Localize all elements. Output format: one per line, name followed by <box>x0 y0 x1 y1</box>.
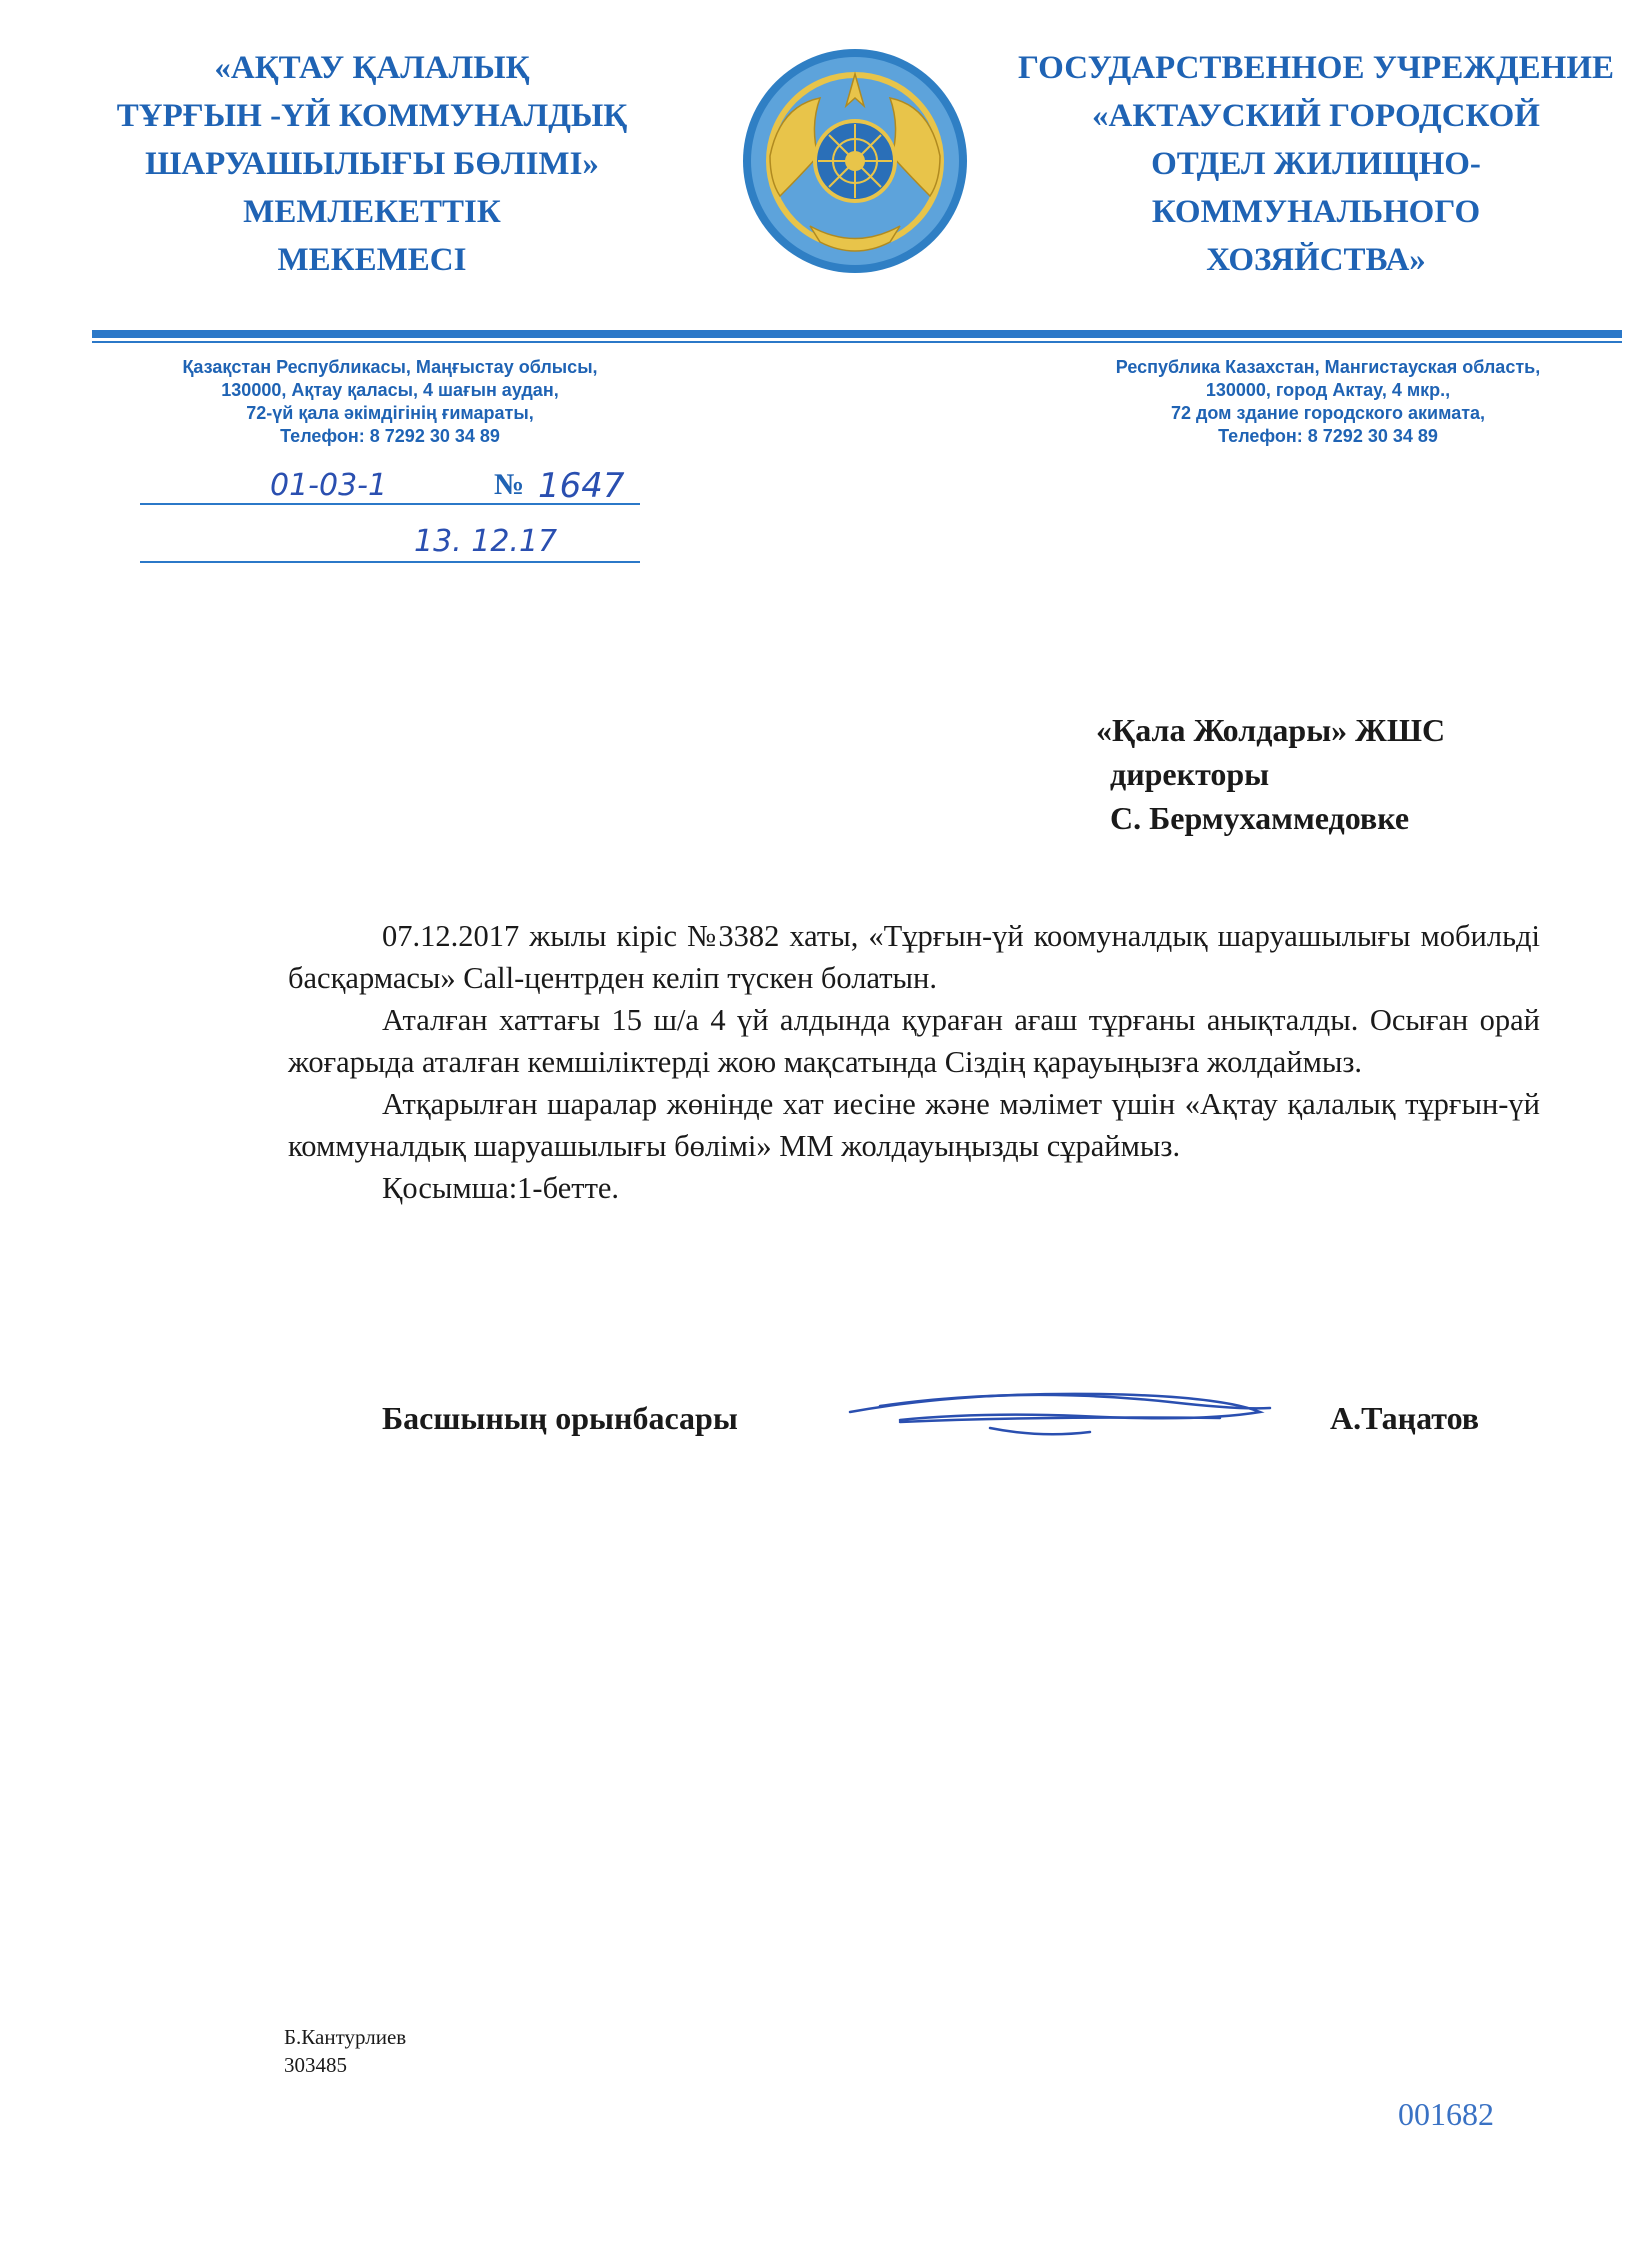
executor-block <box>284 2023 406 2079</box>
addressee-block <box>1096 708 1445 840</box>
address-ru-line: Республика Казахстан, Мангистауская область, <box>1115 357 1541 377</box>
header-ru-line: ХОЗЯЙСТВА» <box>1206 242 1426 278</box>
body-paragraph: Қосымша:1-бетте. <box>382 1171 620 1205</box>
header-kz-line: МЕМЛЕКЕТТІК <box>243 194 501 230</box>
addressee-line: С. Бермухаммедовке <box>1110 800 1410 836</box>
header-ru <box>1006 44 1626 284</box>
header-divider-thin <box>92 341 1622 343</box>
letter-body <box>288 915 1540 1209</box>
kazakhstan-emblem-icon <box>740 46 970 276</box>
registration-date-line <box>140 561 640 563</box>
address-kz-line: 72-үй қала әкімдігінің ғимараты, <box>246 403 534 423</box>
address-ru-line: 130000, город Актау, 4 мкр., <box>1205 380 1451 400</box>
addressee-line: директоры <box>1110 756 1270 792</box>
address-kz-line: Телефон: 8 7292 30 34 89 <box>280 426 500 446</box>
handwritten-signature <box>840 1372 1280 1452</box>
registration-date: 13. 12.17 <box>414 524 558 559</box>
executor-phone: 303485 <box>284 2053 347 2077</box>
body-paragraph: Атқарылған шаралар жөнінде хат иесіне және мәлімет үшін «Ақтау қалалық тұрғын-үй коммуналдық шаруашылығы бөлімі» ММ жолдауыңызды сұраймыз. <box>288 1087 1540 1163</box>
serial-number: 001682 <box>1398 2096 1494 2132</box>
address-kz-line: Қазақстан Республикасы, Маңғыстау облысы, <box>182 357 598 377</box>
registration-index: 01-03-1 <box>270 468 388 503</box>
header-ru-line: «АКТАУСКИЙ ГОРОДСКОЙ <box>1092 98 1540 134</box>
body-paragraph: 07.12.2017 жылы кіріс №3382 хаты, «Тұрғын-үй коомуналдық шаруашылығы мобильді басқармасы» Call-центрден келіп түскен болатын. <box>288 919 1540 995</box>
body-paragraph: Аталған хаттағы 15 ш/а 4 үй алдында қураған ағаш тұрғаны анықталды. Осыған орай жоғарыда аталған кемшіліктерді жою мақсатында Сіздің қарауыңызға жолдаймыз. <box>288 1003 1540 1079</box>
address-ru-line: 72 дом здание городского акимата, <box>1170 403 1486 423</box>
header-divider-thick <box>92 330 1622 338</box>
header-ru-line: ОТДЕЛ ЖИЛИЩНО- <box>1151 146 1481 182</box>
header-ru-line: ГОСУДАРСТВЕННОЕ УЧРЕЖДЕНИЕ <box>1017 50 1615 86</box>
header-kz <box>112 44 632 284</box>
registration-number: 1647 <box>538 466 625 506</box>
address-ru <box>1038 356 1618 448</box>
executor-name: Б.Кантурлиев <box>284 2025 407 2049</box>
header-ru-line: КОММУНАЛЬНОГО <box>1151 194 1481 230</box>
address-kz-line: 130000, Ақтау қаласы, 4 шағын аудан, <box>221 380 559 400</box>
header-kz-line: «АҚТАУ ҚАЛАЛЫҚ <box>214 50 530 86</box>
header-kz-line: МЕКЕМЕСІ <box>277 242 467 278</box>
signatory-name: А.Таңатов <box>1330 1400 1480 1436</box>
address-kz <box>110 356 670 448</box>
registration-number-prefix: № <box>494 468 525 501</box>
header-kz-line: ТҰРҒЫН -ҮЙ КОММУНАЛДЫҚ <box>116 98 628 134</box>
addressee-line: «Қала Жолдары» ЖШС <box>1096 712 1446 748</box>
signatory-title: Басшының орынбасары <box>382 1400 738 1436</box>
header-kz-line: ШАРУАШЫЛЫҒЫ БӨЛІМІ» <box>145 146 599 182</box>
address-ru-line: Телефон: 8 7292 30 34 89 <box>1218 426 1438 446</box>
